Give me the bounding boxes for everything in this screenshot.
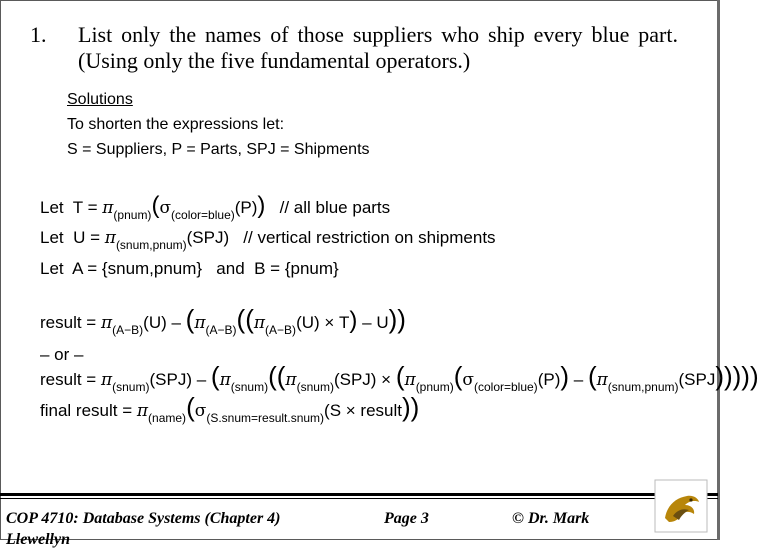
footer-course: COP 4710: Database Systems (Chapter 4) — [6, 510, 281, 527]
or-separator: – or – — [40, 345, 84, 364]
expr-result-1: result = $\pi_{(A-B)}(U) - (\pi_{(A-B)}((\pi_{(A-B)}(U) \times T) - U))$ — [40, 304, 406, 337]
footer-rule-thin — [0, 498, 718, 499]
solutions-line-1: To shorten the expressions let: — [67, 116, 285, 133]
comment-vertical-restriction: // vertical restriction on shipments — [243, 228, 496, 247]
expr-let-ab — [40, 259, 339, 279]
b-definition: B = {pnum} — [254, 259, 339, 278]
result-label: result — [40, 370, 82, 389]
pi-subscript: (pnum) — [415, 380, 454, 394]
expr-let-t: Let $T = \pi_{(pnum)}(\sigma_{(color=blue)}(P))$ // all blue parts — [40, 192, 391, 222]
footer-author-continued: Llewellyn — [6, 531, 70, 548]
expr-let-u: Let $U = \pi_{(snum,pnum)}(SPJ)$ // vertical restriction on shipments — [40, 228, 496, 252]
let-keyword: Let — [40, 259, 64, 278]
footer-page-number: Page 3 — [384, 510, 429, 527]
pi-subscript: (A−B) — [205, 323, 237, 337]
pi-subscript: (pnum) — [113, 208, 152, 222]
footer-rule — [0, 493, 718, 496]
question-number: 1. — [30, 22, 47, 47]
pi-symbol: π — [285, 370, 297, 390]
pi-symbol: π — [596, 370, 608, 390]
pi-subscript: (A−B) — [265, 323, 297, 337]
pi-symbol: π — [100, 370, 113, 390]
pi-subscript: (snum) — [230, 380, 269, 394]
final-result-label: final result — [40, 401, 118, 420]
pi-symbol: π — [253, 313, 266, 333]
sigma-symbol: σ — [194, 401, 207, 421]
t-argument: (P) — [234, 198, 258, 217]
sigma-symbol: σ — [462, 370, 474, 390]
let-keyword: Let — [40, 228, 64, 247]
pi-symbol: π — [136, 401, 149, 421]
var-t: T — [72, 198, 83, 217]
comment-blue-parts: // all blue parts — [279, 198, 391, 217]
pi-symbol: π — [100, 313, 113, 333]
pi-subscript: (snum,pnum) — [607, 380, 679, 394]
question-text: List only the names of those suppliers who ship every blue part. (Using only the five fundamental operators.) — [78, 22, 678, 73]
solutions-line-2: S = Suppliers, P = Parts, SPJ = Shipments — [67, 141, 370, 158]
sigma-subscript: (S.snum=result.snum) — [206, 411, 325, 425]
u-argument: (SPJ) — [186, 228, 230, 247]
slide-footer — [0, 493, 720, 548]
sigma-symbol: σ — [159, 198, 172, 218]
expr-final-result: final result = $\pi_{(name)}(\sigma_{(S.snum=result.snum)}(S$ × result)) — [40, 392, 420, 425]
pi-subscript: (name) — [148, 411, 187, 425]
slide-right-border — [717, 0, 720, 540]
pi-symbol: π — [219, 370, 231, 390]
var-u: U — [73, 228, 86, 247]
sigma-subscript: (color=blue) — [473, 380, 538, 394]
expr-result-2: result = $\pi_{(snum)}(SPJ) - (\pi_{(snum)}((\pi_{(snum)}(SPJ) \times (\pi_{(pnum)}(\sigma_{(color=blue)}(P)) - (\pi_{(snum,pnum)}(SPJ)))))$ — [40, 361, 759, 394]
pi-symbol: π — [194, 313, 206, 333]
pi-symbol: π — [404, 370, 416, 390]
result-label: result — [40, 313, 82, 332]
pi-subscript: (snum) — [296, 380, 334, 394]
solutions-title: Solutions — [67, 91, 133, 108]
and-keyword: and — [216, 259, 245, 278]
footer-author: © Dr. Mark — [512, 510, 590, 527]
pi-symbol: π — [102, 198, 114, 218]
sigma-subscript: (color=blue) — [171, 208, 235, 222]
pi-subscript: (snum,pnum) — [115, 238, 187, 252]
pi-subscript: (snum) — [112, 380, 150, 394]
pi-symbol: π — [104, 228, 116, 248]
a-definition: A = {snum,pnum} — [72, 259, 203, 278]
pegasus-logo-icon — [655, 480, 707, 532]
pi-subscript: (A−B) — [112, 323, 144, 337]
let-keyword: Let — [40, 198, 64, 217]
